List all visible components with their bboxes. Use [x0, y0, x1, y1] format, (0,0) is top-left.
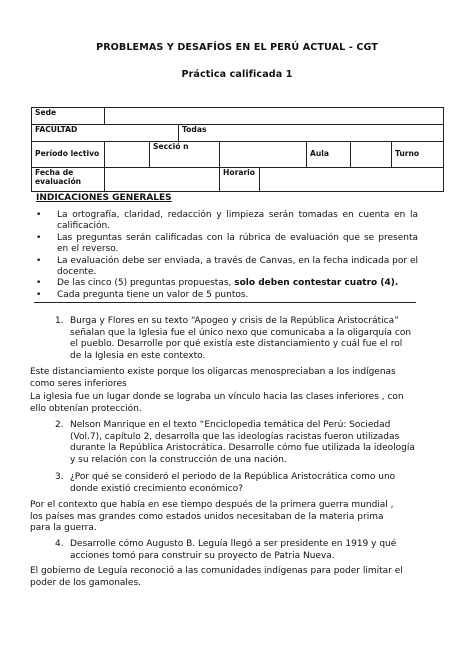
- answer-1-paragraph-2[interactable]: La iglesia fue un lugar donde se lograba un vínculo hacia las clases inferiores , con ello obtenían protección.: [30, 392, 404, 414]
- bullet-icon: •: [36, 289, 42, 300]
- aula-label: Aula: [307, 142, 351, 168]
- horario-label: Horario: [220, 168, 260, 192]
- facultad-value: Todas: [179, 125, 444, 142]
- list-item: • Las preguntas serán calificadas con la rúbrica de evaluación que se presenta en el reverso.: [36, 232, 418, 255]
- horario-field: [260, 168, 444, 192]
- list-item: • Cada pregunta tiene un valor de 5 puntos.: [36, 289, 249, 300]
- document-title: PROBLEMAS Y DESAFÍOS EN EL PERÚ ACTUAL - CGT: [96, 42, 378, 53]
- list-item: • La evaluación debe ser enviada, a través de Canvas, en la fecha indicada por el docente.: [36, 255, 418, 278]
- question-3: 3. ¿Por qué se consideró el periodo de la República Aristocrática como uno donde existió crecimiento económico?: [55, 472, 396, 494]
- answer-1-paragraph-1[interactable]: Este distanciamiento existe porque los oligarcas menospreciaban a los indígenas como seres inferiores: [30, 367, 396, 389]
- sede-field: [105, 108, 444, 125]
- general-instructions-list: [36, 210, 418, 301]
- general-instructions-heading: INDICACIONES GENERALES: [36, 193, 172, 203]
- facultad-label: FACULTAD: [32, 125, 179, 142]
- seccion-field: [220, 142, 307, 168]
- question-2: 2. Nelson Manrique en el texto “Enciclopedia temática del Perú: Sociedad (Vol.7), capítulo 2, desarrolla que las ideologías racistas fueron utilizadas durante la República Aristocrática. Desarrolle cómo fue utilizada la ideología y su relación con la construcción de una nación.: [55, 420, 415, 465]
- document-subtitle: Práctica calificada 1: [181, 69, 293, 80]
- question-1: 1. Burga y Flores en su texto “Apogeo y crisis de la República Aristocrática” señalan que la Iglesia fue el único nexo que comunicaba a la oligarquía con el pueblo. Desarrolle por qué existía este distanciamiento y cuál fue el rol de la Iglesia en este contexto.: [55, 316, 412, 361]
- divider: [34, 302, 416, 303]
- periodo-field: [105, 142, 150, 168]
- fecha-field: [105, 168, 220, 192]
- fecha-label: Fecha de evaluación: [32, 168, 105, 192]
- seccion-label: Secció n: [150, 142, 220, 168]
- bullet-icon: •: [36, 255, 42, 266]
- aula-field: [351, 142, 392, 168]
- info-table: [31, 107, 444, 192]
- question-4: 4. Desarrolle cómo Augusto B. Leguía llegó a ser presidente en 1919 y qué acciones tomó para construir su proyecto de Patria Nueva.: [55, 539, 397, 561]
- list-item: • La ortografía, claridad, redacción y limpieza serán tomadas en cuenta en la calificación.: [36, 210, 418, 232]
- list-item: • De las cinco (5) preguntas propuestas, solo deben contestar cuatro (4).: [36, 278, 399, 289]
- bullet-icon: •: [36, 232, 42, 243]
- periodo-label: Período lectivo: [32, 142, 105, 168]
- bullet-icon: •: [36, 278, 42, 289]
- answer-3[interactable]: Por el contexto que había en ese tiempo después de la primera guerra mundial , los países mas grandes como estados unidos necesitaban de la materia prima para la guerra.: [30, 500, 394, 534]
- turno-label: Turno: [392, 142, 444, 168]
- sede-label: Sede: [32, 108, 105, 125]
- bullet-icon: •: [36, 210, 42, 220]
- answer-4[interactable]: El gobierno de Leguía reconoció a las comunidades indígenas para poder limitar el poder de los gamonales.: [30, 566, 403, 588]
